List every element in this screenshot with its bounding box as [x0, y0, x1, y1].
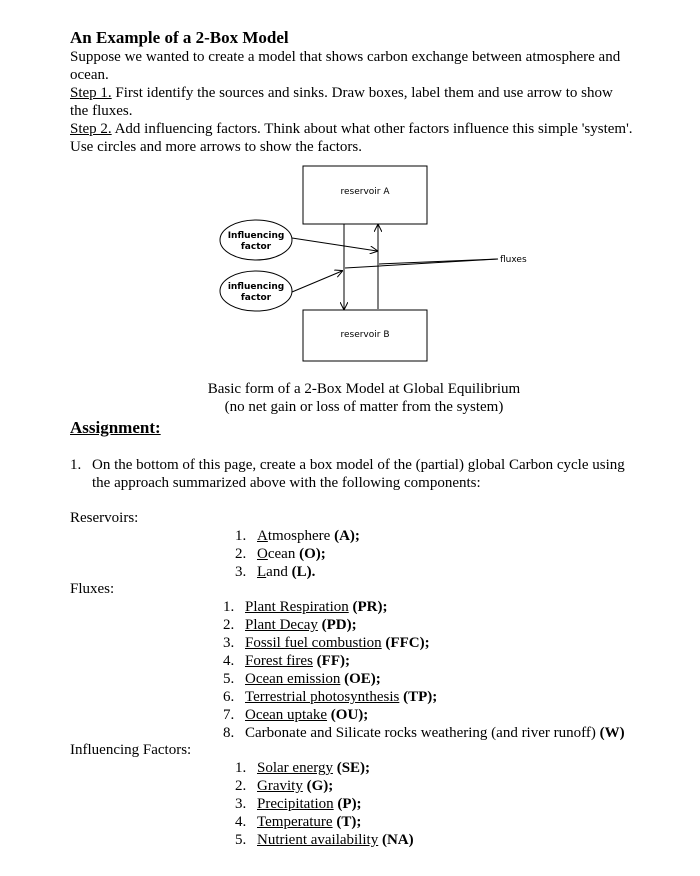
step1-label: Step 1.: [70, 85, 112, 101]
assignment-heading: Assignment:: [70, 418, 161, 437]
flux-item: 3. Fossil fuel combustion (FFC);: [223, 635, 430, 651]
factor-item: 4. Temperature (T);: [235, 814, 362, 830]
flux-item: 5. Ocean emission (OE);: [223, 671, 381, 687]
instruction-number: 1.: [70, 457, 82, 473]
factor-item: 3. Precipitation (P);: [235, 796, 362, 812]
flux-item: 4. Forest fires (FF);: [223, 653, 350, 669]
caption-line-2: (no net gain or loss of matter from the system): [224, 399, 504, 415]
flux-item: 2. Plant Decay (PD);: [223, 617, 357, 633]
flux-item: 7. Ocean uptake (OU);: [223, 707, 369, 723]
step2-text-1: Add influencing factors. Think about what other factors influence this simple 'system'.: [111, 121, 633, 137]
factor2-arrow: [292, 271, 342, 292]
step2-label: Step 2.: [70, 121, 112, 137]
factor-item: 5. Nutrient availability (NA): [235, 832, 414, 848]
reservoir-item: 2. Ocean (O);: [235, 546, 326, 562]
reservoirs-list: [235, 527, 360, 581]
reservoir-item: 1. Atmosphere (A);: [235, 528, 360, 544]
fluxes-pointer-2: [379, 259, 498, 264]
factor2-line2: factor: [240, 293, 272, 303]
flux-item: 8. Carbonate and Silicate rocks weathering (and river runoff) (W): [223, 725, 625, 741]
fluxes-list: [223, 598, 625, 742]
caption-line-1: Basic form of a 2-Box Model at Global Equilibrium: [207, 381, 521, 397]
fluxes-label: fluxes: [500, 255, 527, 265]
instruction-line-1: On the bottom of this page, create a box model of the (partial) global Carbon cycle using: [92, 457, 625, 473]
factor-item: 2. Gravity (G);: [235, 778, 334, 794]
factor-item: 1. Solar energy (SE);: [235, 760, 371, 776]
factor1-line1: Influencing: [227, 231, 285, 241]
instruction-line-2: the approach summarized above with the following components:: [92, 475, 481, 491]
intro-line-2: ocean.: [70, 67, 109, 83]
reservoir-a-label: reservoir A: [340, 187, 390, 197]
factors-heading: Influencing Factors:: [70, 742, 192, 758]
reservoir-b-label: reservoir B: [340, 330, 390, 340]
factor2-line1: influencing: [227, 282, 285, 292]
flux-item: 6. Terrestrial photosynthesis (TP);: [223, 689, 438, 705]
intro-line-1: Suppose we wanted to create a model that shows carbon exchange between atmosphere and: [70, 49, 621, 65]
step1-text-1: First identify the sources and sinks. Draw boxes, label them and use arrow to show: [111, 85, 613, 101]
factors-list: [235, 759, 414, 849]
reservoir-item: 3. Land (L).: [235, 564, 316, 580]
flux-item: 1. Plant Respiration (PR);: [223, 599, 388, 615]
factor1-arrow: [292, 238, 377, 251]
step1-line-2: the fluxes.: [70, 103, 133, 119]
step2-line-2: Use circles and more arrows to show the factors.: [70, 139, 362, 155]
page-title: An Example of a 2-Box Model: [70, 28, 289, 47]
factor1-line2: factor: [240, 242, 272, 252]
fluxes-heading: Fluxes:: [70, 581, 115, 597]
reservoirs-heading: Reservoirs:: [70, 510, 139, 526]
two-box-diagram: [0, 0, 700, 380]
